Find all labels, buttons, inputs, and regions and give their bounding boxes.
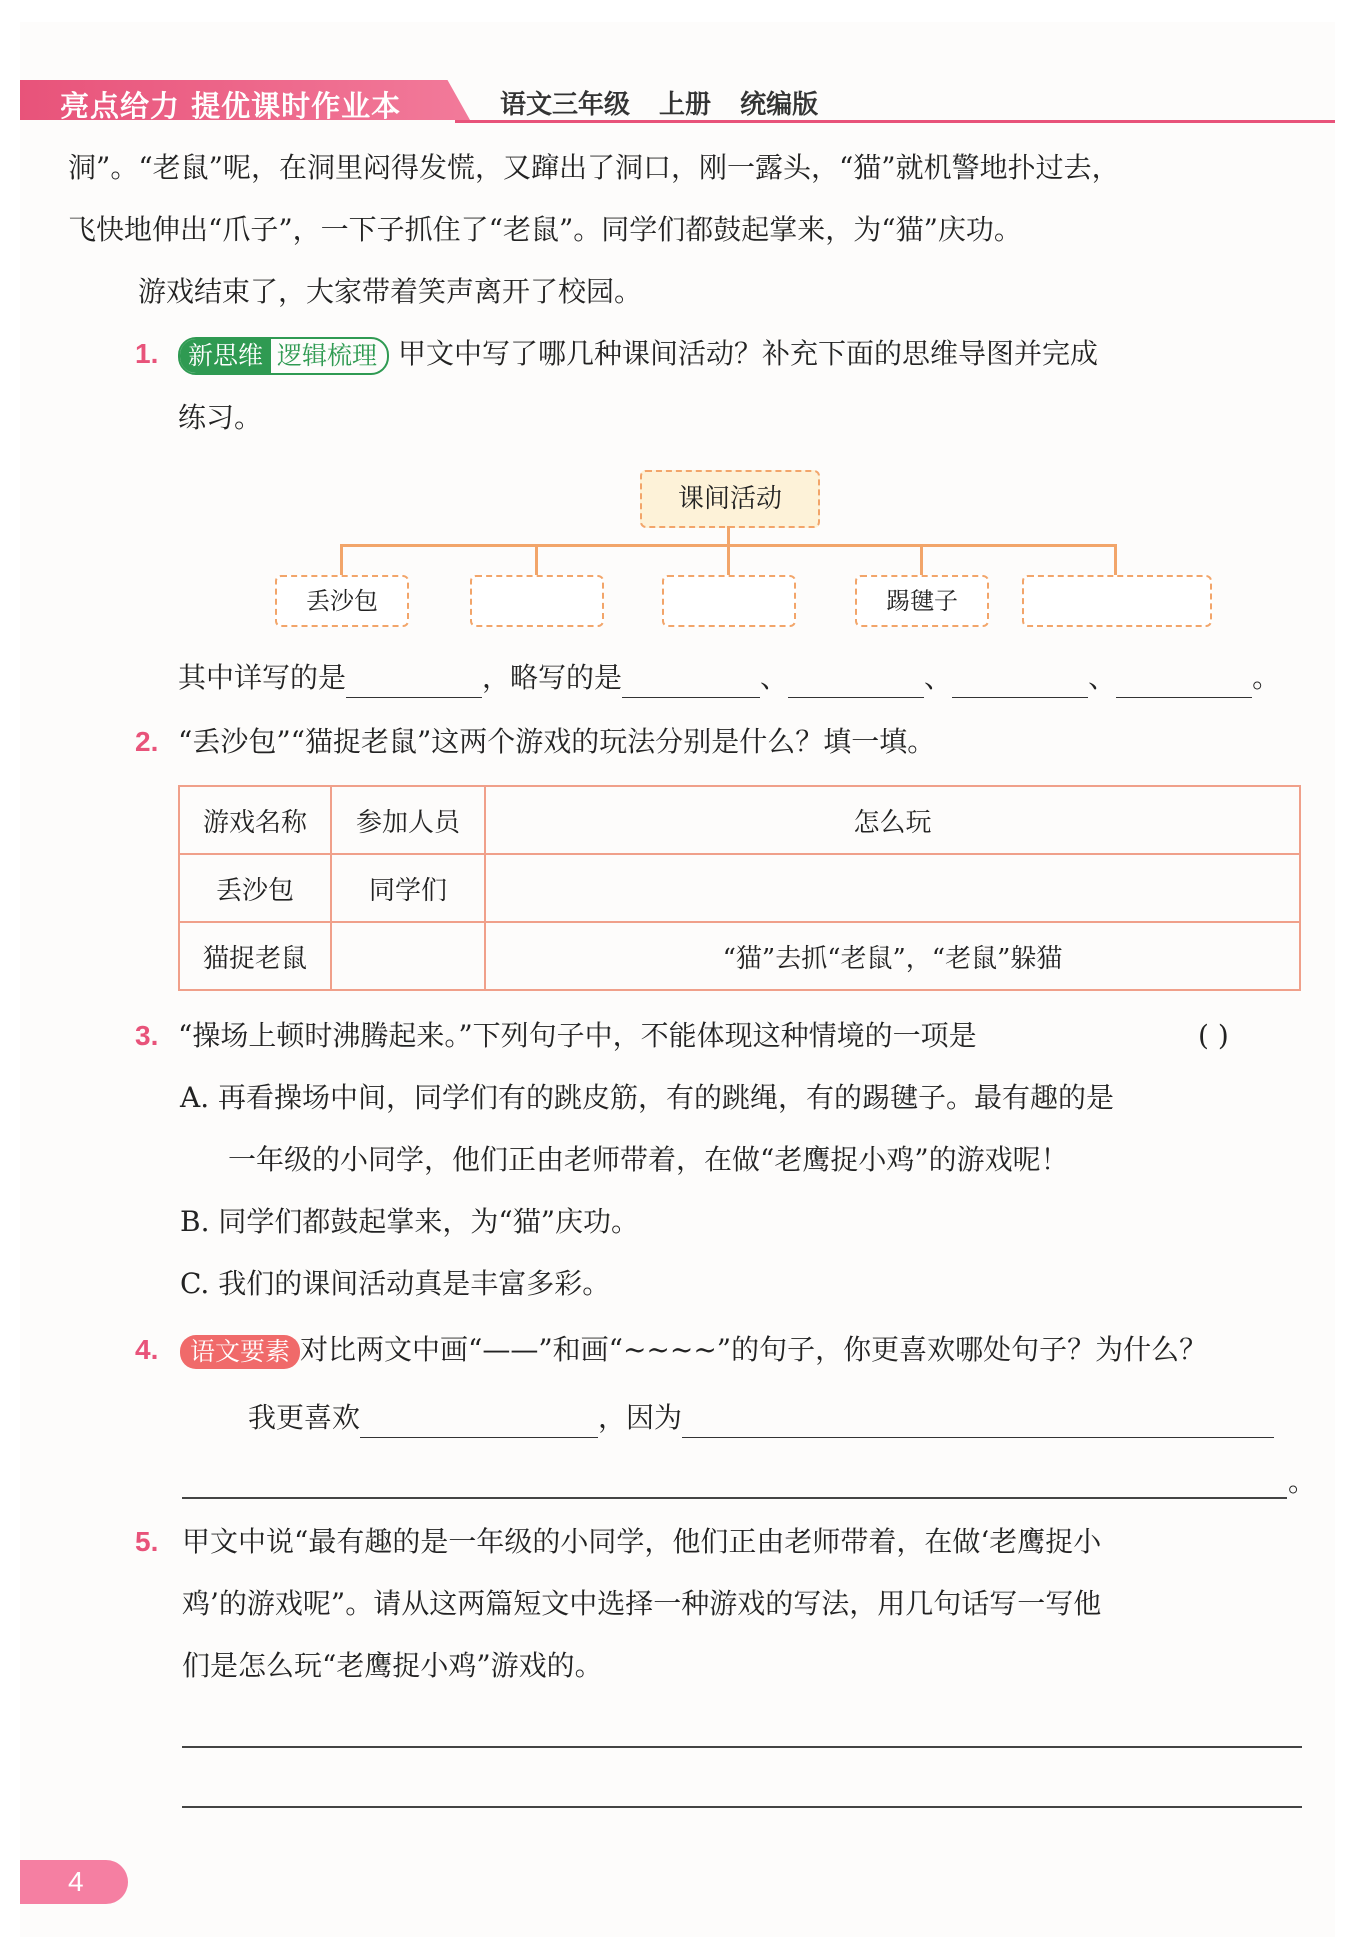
q1-fill-label-b: ，略写的是 xyxy=(482,661,623,694)
mindmap-branch xyxy=(1114,544,1117,575)
q1-blank-brief[interactable] xyxy=(952,667,1088,698)
q4-prefer-label: 我更喜欢 xyxy=(248,1401,361,1434)
q1-fill-label-a: 其中详写的是 xyxy=(178,661,347,694)
mindmap-branch xyxy=(535,544,538,575)
table-cell: 同学们 xyxy=(331,854,485,922)
q4-text: 对比两文中画“——”和画“~~~~”的句子，你更喜欢哪处句子？为什么？ xyxy=(300,1333,1208,1366)
table-row xyxy=(179,854,1300,922)
q5-line-1: 甲文中说“最有趣的是一年级的小同学，他们正由老师带着，在做‘老鹰捉小 xyxy=(182,1525,1102,1558)
q3-text: “操场上顿时沸腾起来。”下列句子中，不能体现这种情境的一项是 xyxy=(178,1019,977,1052)
q3-option-a-line-1: A. 再看操场中间，同学们有的跳皮筋，有的跳绳，有的踢毽子。最有趣的是 xyxy=(180,1081,1115,1114)
q4-blank-reason[interactable] xyxy=(682,1407,1274,1438)
q3-option-b: B. 同学们都鼓起掌来，为“猫”庆功。 xyxy=(180,1205,640,1238)
q2-text: “丢沙包”“猫捉老鼠”这两个游戏的玩法分别是什么？填一填。 xyxy=(178,725,936,758)
q1-blank-detailed[interactable] xyxy=(346,667,482,698)
q1-sep: 、 xyxy=(924,661,953,694)
mindmap-node: 踢毽子 xyxy=(855,575,989,627)
q4-end: 。 xyxy=(1288,1465,1317,1498)
series-title: 亮点给力 提优课时作业本 xyxy=(60,89,402,123)
q4-blank-prefer[interactable] xyxy=(360,1407,598,1438)
q1-tag-main: 新思维 xyxy=(180,339,271,373)
q1-line-1 xyxy=(178,334,1098,375)
q4-writing-line[interactable] xyxy=(182,1497,1287,1499)
mindmap-root: 课间活动 xyxy=(640,470,820,528)
q4-because-label: ，因为 xyxy=(598,1401,683,1434)
q1-number: 1. xyxy=(135,338,159,369)
q3-number: 3. xyxy=(135,1020,159,1051)
page-number: 4 xyxy=(20,1860,128,1904)
table-row xyxy=(179,922,1300,990)
passage-line-2: 飞快地伸出“爪子”，一下子抓住了“老鼠”。同学们都鼓起掌来，为“猫”庆功。 xyxy=(68,213,1022,246)
table-header: 参加人员 xyxy=(331,786,485,854)
table-header: 怎么玩 xyxy=(485,786,1300,854)
mindmap-branch xyxy=(727,544,730,575)
q1-fill-line xyxy=(178,658,1280,698)
table-cell-blank[interactable] xyxy=(331,922,485,990)
mindmap-branch xyxy=(340,544,343,575)
table-cell-blank[interactable] xyxy=(485,854,1300,922)
passage-line-3: 游戏结束了，大家带着笑声离开了校园。 xyxy=(138,275,643,308)
table-header: 游戏名称 xyxy=(179,786,331,854)
q5-number: 5. xyxy=(135,1526,159,1557)
passage-line-1: 洞”。“老鼠”呢，在洞里闷得发慌，又蹿出了洞口，刚一露头，“猫”就机警地扑过去， xyxy=(68,151,1120,184)
table-cell: 丢沙包 xyxy=(179,854,331,922)
q5-line-2: 鸡’的游戏呢”。请从这两篇短文中选择一种游戏的写法，用几句话写一写他 xyxy=(182,1587,1102,1620)
mindmap-node-blank[interactable] xyxy=(470,575,604,627)
table-cell: “猫”去抓“老鼠”，“老鼠”躲猫 xyxy=(485,922,1300,990)
q2-number: 2. xyxy=(135,726,159,757)
q4-line xyxy=(180,1330,1207,1370)
q1-tag-sub: 逻辑梳理 xyxy=(277,340,378,370)
q3-option-a-line-2: 一年级的小同学，他们正由老师带着，在做“老鹰捉小鸡”的游戏呢！ xyxy=(228,1143,1069,1176)
mindmap-node: 丢沙包 xyxy=(275,575,409,627)
q4-number: 4. xyxy=(135,1334,159,1365)
q1-end: 。 xyxy=(1252,661,1281,694)
table-cell: 猫捉老鼠 xyxy=(179,922,331,990)
table-header-row xyxy=(179,786,1300,854)
q3-option-c: C. 我们的课间活动真是丰富多彩。 xyxy=(180,1267,611,1300)
mindmap-branch xyxy=(920,544,923,575)
q5-writing-line[interactable] xyxy=(182,1746,1302,1748)
q1-text: 甲文中写了哪几种课间活动？补充下面的思维导图并完成 xyxy=(397,337,1098,370)
subject-info: 语文三年级 上册 统编版 xyxy=(500,90,819,120)
q1-blank-brief[interactable] xyxy=(1116,667,1252,698)
q1-blank-brief[interactable] xyxy=(788,667,924,698)
q4-prefer-line xyxy=(248,1398,1274,1438)
games-table xyxy=(178,785,1301,991)
q1-blank-brief[interactable] xyxy=(622,667,760,698)
q4-tag: 语文要素 xyxy=(180,1335,300,1369)
q3-answer-paren[interactable]: ( ) xyxy=(1198,1019,1229,1052)
q5-line-3: 们是怎么玩“老鹰捉小鸡”游戏的。 xyxy=(182,1649,603,1682)
q1-sep: 、 xyxy=(1088,661,1117,694)
mindmap-connector xyxy=(727,526,730,546)
q1-tag xyxy=(178,337,389,375)
q1-line-2: 练习。 xyxy=(178,401,263,434)
mindmap-node-blank[interactable] xyxy=(662,575,796,627)
q5-writing-line[interactable] xyxy=(182,1806,1302,1808)
mindmap-node-blank[interactable] xyxy=(1022,575,1212,627)
q1-sep: 、 xyxy=(760,661,789,694)
